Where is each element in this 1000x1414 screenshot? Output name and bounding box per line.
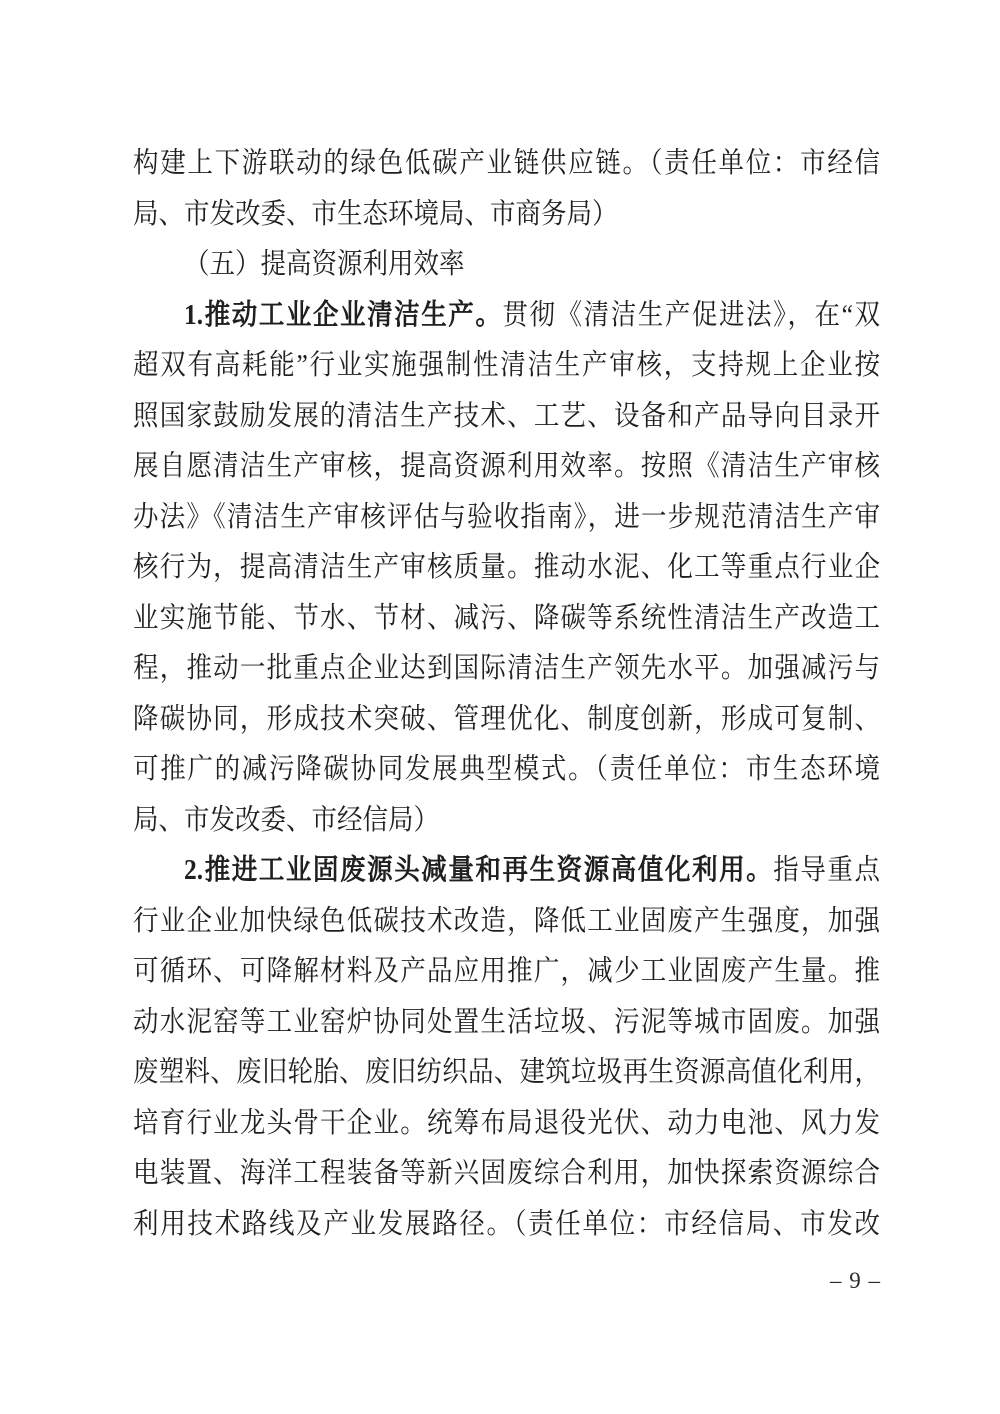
body-text: 贯彻《清洁生产促进法》，在“双 bbox=[502, 297, 880, 331]
body-text: 废塑料、废旧轮胎、废旧纺织品、建筑垃圾再生资源高值化利用， bbox=[133, 1055, 880, 1088]
text-line bbox=[133, 185, 880, 242]
body-text: 电装置、海洋工程装备等新兴固废综合利用，加快探索资源综合 bbox=[133, 1156, 880, 1189]
body-text: 办法》《清洁生产审核评估与验收指南》，进一步规范清洁生产审 bbox=[133, 499, 880, 533]
body-text: 核行为，提高清洁生产审核质量。推动水泥、化工等重点行业企 bbox=[133, 550, 880, 583]
text-line bbox=[133, 488, 880, 545]
body-text: （五）提高资源利用效率 bbox=[184, 247, 465, 280]
body-text: 局、市发改委、市生态环境局、市商务局） bbox=[133, 196, 618, 230]
body-text: 超双有高耗能”行业实施强制性清洁生产审核，支持规上企业按 bbox=[133, 348, 880, 381]
body-text: 可循环、可降解材料及产品应用推广，减少工业固废产生量。推 bbox=[133, 954, 880, 987]
text-line bbox=[133, 337, 880, 394]
body-text: 业实施节能、节水、节材、减污、降碳等系统性清洁生产改造工 bbox=[133, 600, 880, 634]
text-line bbox=[133, 993, 880, 1050]
body-text: 局、市发改委、市经信局） bbox=[133, 802, 440, 836]
body-text: 展自愿清洁生产审核，提高资源利用效率。按照《清洁生产审核 bbox=[133, 449, 880, 482]
text-line bbox=[133, 892, 880, 949]
body-text: 指导重点 bbox=[773, 853, 880, 886]
text-line bbox=[133, 438, 880, 495]
text-line bbox=[133, 842, 880, 899]
body-text: 降碳协同，形成技术突破、管理优化、制度创新，形成可复制、 bbox=[133, 701, 880, 735]
text-line bbox=[133, 1145, 880, 1202]
section-heading bbox=[133, 236, 880, 293]
text-line bbox=[133, 539, 880, 596]
body-text: 程，推动一批重点企业达到国际清洁生产领先水平。加强减污与 bbox=[133, 651, 880, 684]
paragraph-bold-lead: 2.推进工业固废源头减量和再生资源高值化利用。 bbox=[184, 853, 774, 886]
body-text: 可推广的减污降碳协同发展典型模式。（责任单位：市生态环境 bbox=[133, 752, 880, 785]
text-line bbox=[133, 1195, 880, 1252]
text-line bbox=[133, 943, 880, 1000]
body-text: 动水泥窑等工业窑炉协同处置生活垃圾、污泥等城市固废。加强 bbox=[133, 1004, 880, 1038]
text-line bbox=[133, 791, 880, 848]
text-line bbox=[133, 690, 880, 747]
body-text: 照国家鼓励发展的清洁生产技术、工艺、设备和产品导向目录开 bbox=[133, 398, 880, 432]
text-line bbox=[133, 387, 880, 444]
body-text: 行业企业加快绿色低碳技术改造，降低工业固废产生强度，加强 bbox=[133, 903, 880, 937]
body-text: 培育行业龙头骨干企业。统筹布局退役光伏、动力电池、风力发 bbox=[133, 1105, 880, 1139]
document-body bbox=[133, 138, 880, 1249]
text-line bbox=[133, 741, 880, 798]
text-line bbox=[133, 1094, 880, 1151]
text-line bbox=[133, 135, 880, 192]
text-line bbox=[133, 286, 880, 343]
text-line bbox=[133, 589, 880, 646]
text-line bbox=[133, 1044, 880, 1101]
body-text: 利用技术路线及产业发展路径。（责任单位：市经信局、市发改 bbox=[133, 1206, 880, 1240]
text-line bbox=[133, 640, 880, 697]
body-text: 构建上下游联动的绿色低碳产业链供应链。（责任单位：市经信 bbox=[133, 146, 880, 179]
paragraph-bold-lead: 1.推动工业企业清洁生产。 bbox=[184, 297, 503, 331]
page-number: – 9 – bbox=[830, 1268, 881, 1293]
